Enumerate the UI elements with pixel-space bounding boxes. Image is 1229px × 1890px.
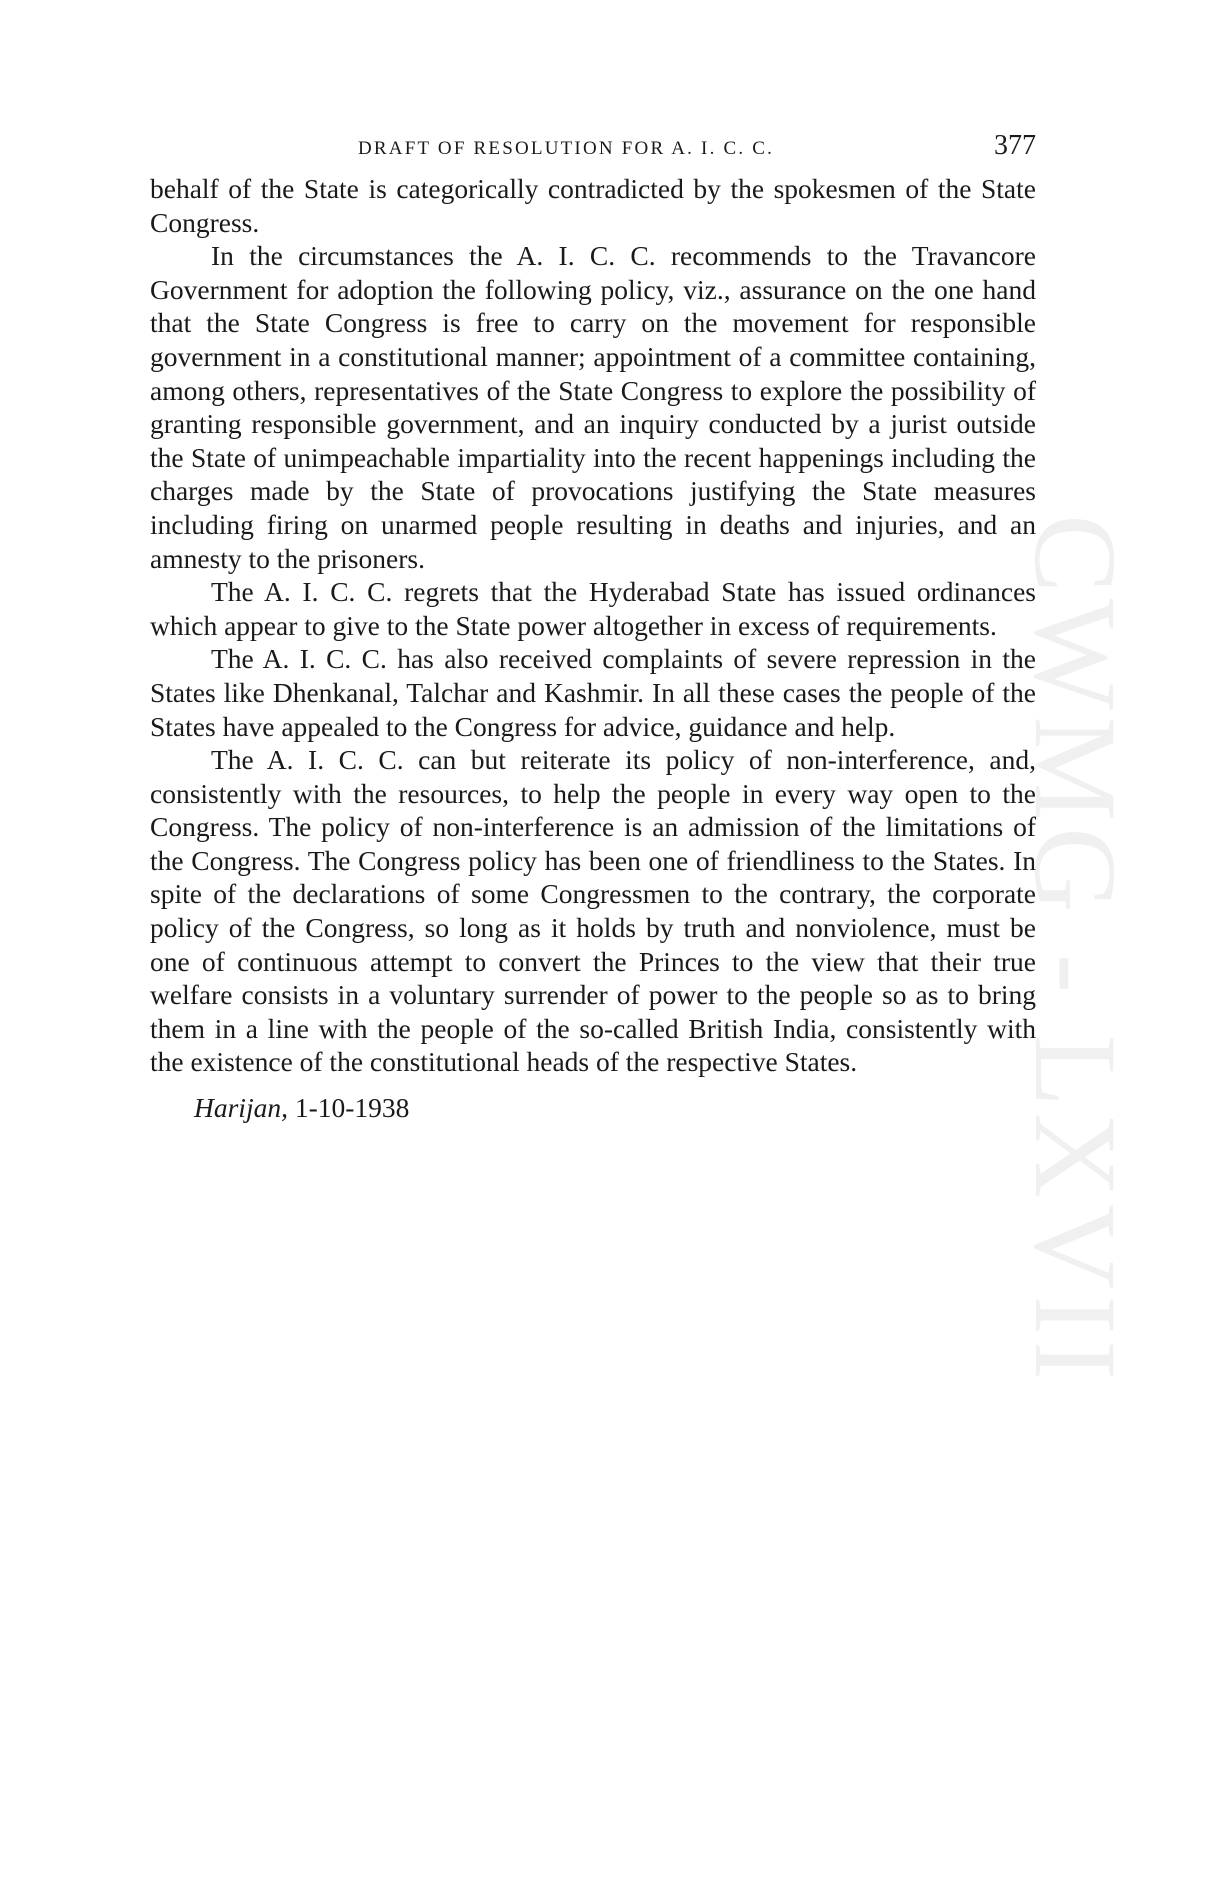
running-header <box>150 124 1036 172</box>
paragraph-non-interference: The A. I. C. C. can but reiterate its policy of non-interference, and, consistently with the resources, to help the people in every way open to the Congress. The policy of non-interference is an admission of the limitations of the Congress. The Congress policy has been one of friendliness to the States. In spite of the declarations of some Congressmen to the contrary, the corporate policy of the Congress, so long as it holds by truth and nonviolence, must be one of continuous attempt to convert the Princes to the view that their true welfare consists in a voluntary surrender of power to the people so as to bring them in a line with the people of the so-called British India, consistently with the existence of the constitutional heads of the respective States. <box>150 744 1036 1078</box>
paragraph-repression: The A. I. C. C. has also received complaints of severe repression in the States like Dhenkanal, Talchar and Kashmir. In all these cases the people of the States have appealed to the Congress for advice, guidance and help. <box>150 643 1036 742</box>
source-publication: Harijan, <box>194 1092 288 1124</box>
paragraph-continuation: behalf of the State is categorically contradicted by the spokesmen of the State Congress. <box>150 173 1036 238</box>
page-number: 377 <box>994 130 1036 161</box>
watermark-text: CWMG - LXVII <box>1010 514 1141 1386</box>
paragraph-hyderabad: The A. I. C. C. regrets that the Hyderabad State has issued ordinances which appear to give to the State power altogether in excess of requirements. <box>150 576 1036 641</box>
source-citation <box>150 1091 1036 1125</box>
body-text <box>150 172 1036 1079</box>
paragraph-travancore: In the circumstances the A. I. C. C. recommends to the Travancore Government for adoption the following policy, viz., assurance on the one hand that the State Congress is free to carry on the movement for responsible government in a constitutional manner; appointment of a committee containing, among others, representatives of the State Congress to explore the possibility of granting responsible government, and an inquiry conducted by a jurist outside the State of unimpeachable impartiality into the recent happenings including the charges made by the State of provocations justifying the State measures including firing on unarmed people resulting in deaths and injuries, and an amnesty to the prisoners. <box>150 240 1036 574</box>
running-title: DRAFT OF RESOLUTION FOR A. I. C. C. <box>358 138 775 159</box>
book-page <box>150 124 1036 1125</box>
source-date: 1-10-1938 <box>294 1092 410 1124</box>
